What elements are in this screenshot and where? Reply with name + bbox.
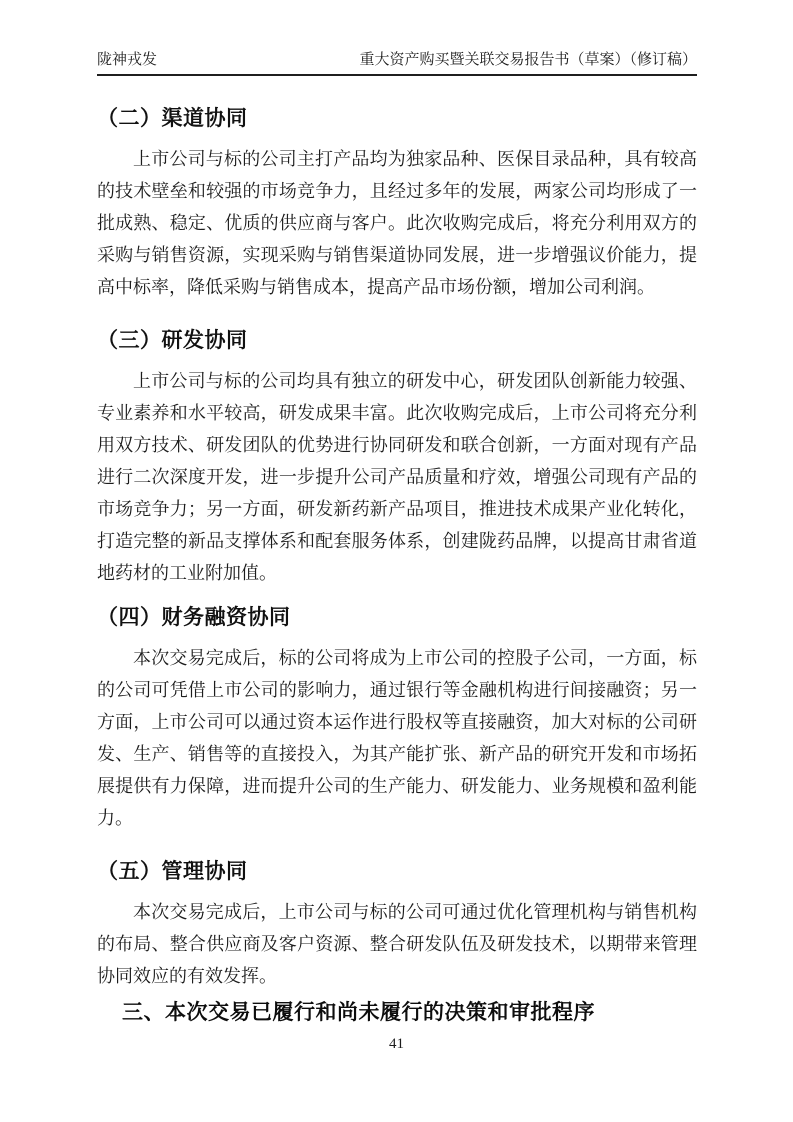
section-paragraph-channel-synergy: 上市公司与标的公司主打产品均为独家品种、医保目录品种，具有较高的技术壁垒和较强的市场竞争力，且经过多年的发展，两家公司均形成了一批成熟、稳定、优质的供应商与客户。此次收购完成后，将充分利用双方的采购与销售资源，实现采购与销售渠道协同发展，进一步增强议价能力，提高中标率，降低采购与销售成本，提高产品市场份额，增加公司利润。	[97, 149, 697, 297]
section-paragraph-management-synergy: 本次交易完成后，上市公司与标的公司可通过优化管理机构与销售机构的布局、整合供应商及客户资源、整合研发队伍及研发技术，以期带来管理协同效应的有效发挥。	[97, 902, 697, 986]
section-heading-channel-synergy: （二）渠道协同	[97, 107, 248, 130]
page-number: 41	[389, 1036, 404, 1052]
section-heading-management-synergy: （五）管理协同	[97, 860, 248, 883]
header-report-title: 重大资产购买暨关联交易报告书（草案）（修订稿）	[359, 52, 697, 68]
section-paragraph-finance-synergy: 本次交易完成后，标的公司将成为上市公司的控股子公司，一方面，标的公司可凭借上市公司的影响力，通过银行等金融机构进行间接融资；另一方面，上市公司可以通过资本运作进行股权等直接融资，加大对标的公司研发、生产、销售等的直接投入，为其产能扩张、新产品的研究开发和市场拓展提供有力保障，进而提升公司的生产能力、研发能力、业务规模和盈利能力。	[97, 648, 697, 828]
section-heading-finance-synergy: （四）财务融资协同	[97, 606, 291, 629]
section-heading-rd-synergy: （三）研发协同	[97, 329, 248, 352]
section-paragraph-rd-synergy: 上市公司与标的公司均具有独立的研发中心，研发团队创新能力较强、专业素养和水平较高，研发成果丰富。此次收购完成后，上市公司将充分利用双方技术、研发团队的优势进行协同研发和联合创新，一方面对现有产品进行二次深度开发，进一步提升公司产品质量和疗效，增强公司现有产品的市场竞争力；另一方面，研发新药新产品项目，推进技术成果产业化转化，打造完整的新品支撑体系和配套服务体系，创建陇药品牌，以提高甘肃省道地药材的工业附加值。	[97, 371, 697, 583]
chapter-heading-approval-procedures: 三、本次交易已履行和尚未履行的决策和审批程序	[122, 1001, 595, 1024]
page-content	[97, 0, 697, 1028]
header-company-name: 陇神戎发	[97, 52, 158, 68]
